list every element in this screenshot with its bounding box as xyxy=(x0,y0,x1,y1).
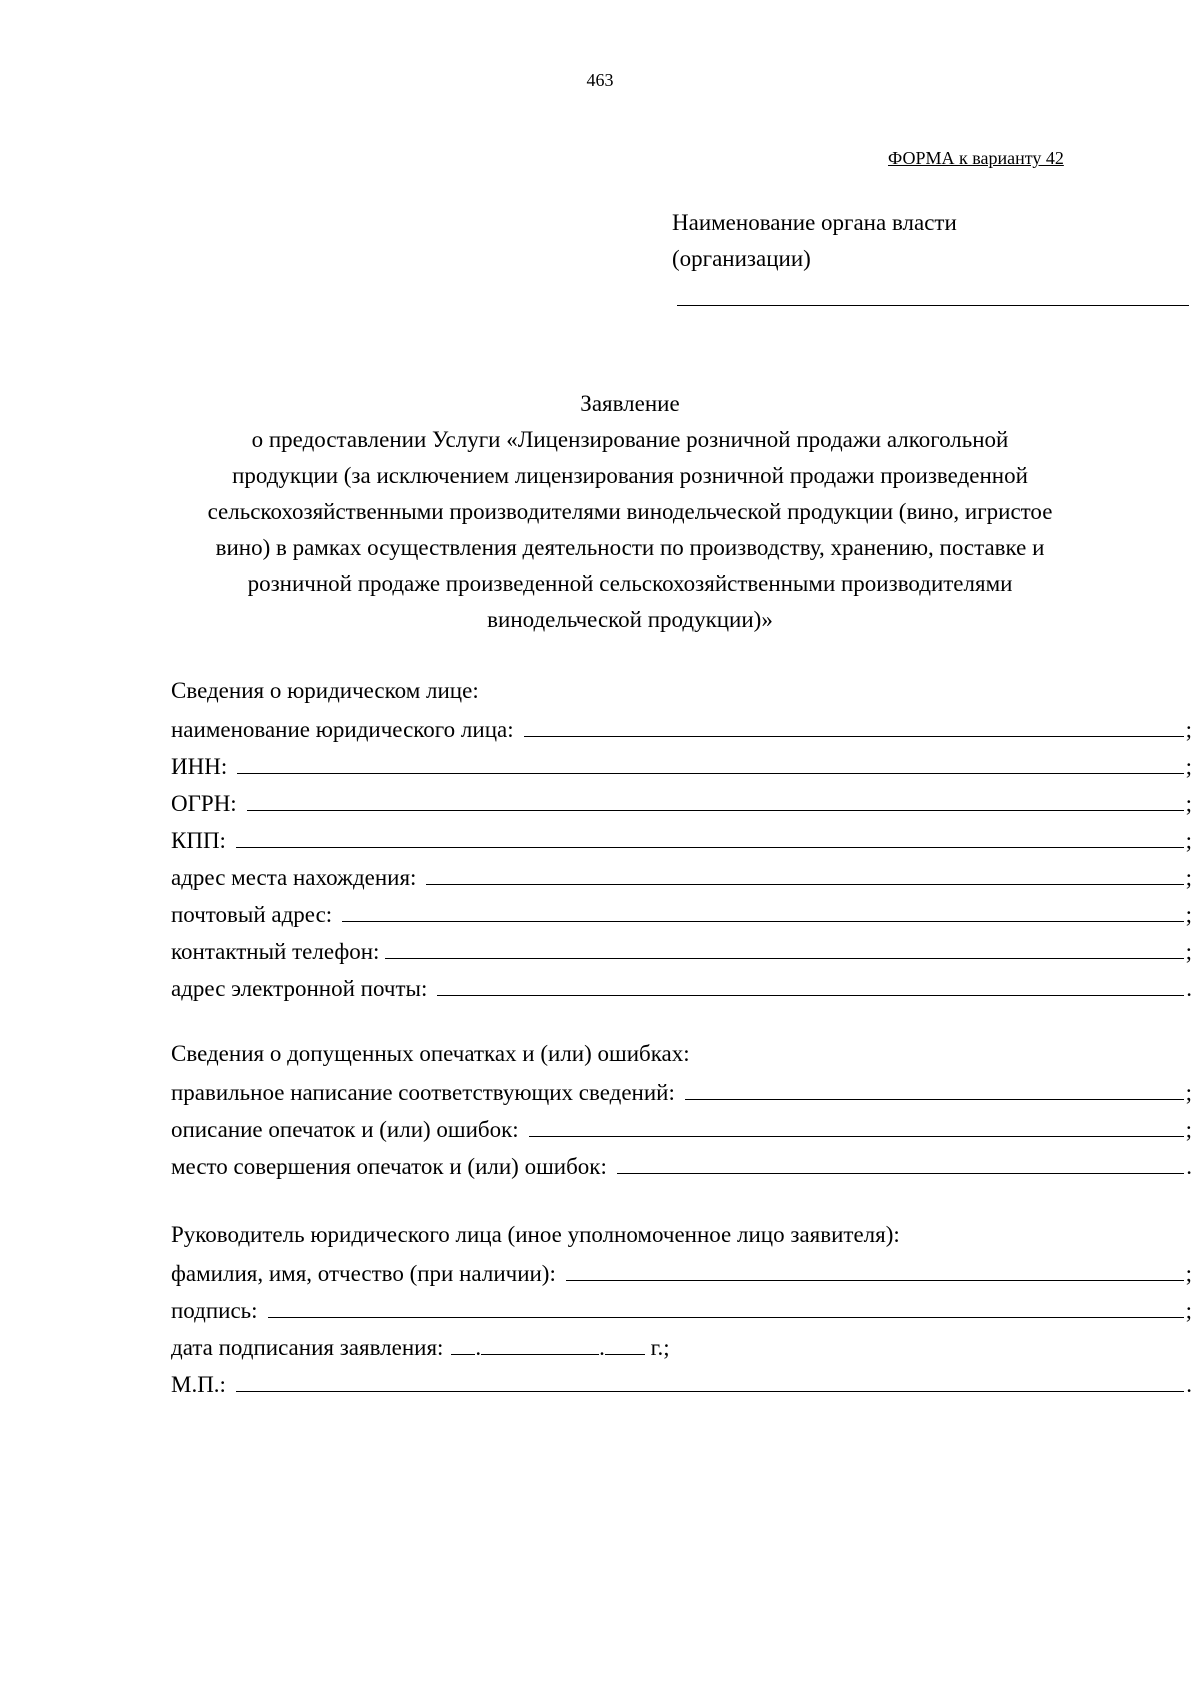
stamp-field[interactable] xyxy=(236,1364,1184,1392)
field-row-full-name xyxy=(171,1253,1192,1290)
title-line: винодельческой продукции)» xyxy=(487,607,773,632)
errors-heading: Сведения о допущенных опечатках и (или) ошибках: xyxy=(171,1041,690,1066)
sign-day-field[interactable] xyxy=(451,1327,475,1355)
kpp-field[interactable] xyxy=(236,820,1184,848)
field-label: адрес электронной почты: xyxy=(171,976,428,1001)
sign-year-field[interactable] xyxy=(605,1327,645,1355)
field-label: описание опечаток и (или) ошибок: xyxy=(171,1117,519,1142)
full-name-field[interactable] xyxy=(566,1253,1184,1281)
field-row-correct-spelling xyxy=(171,1072,1192,1109)
authority-block xyxy=(672,205,957,277)
field-row-error-location xyxy=(171,1146,1192,1183)
title-line: продукции (за исключением лицензирования розничной продажи произведенной xyxy=(232,463,1028,488)
field-row-entity-name xyxy=(171,709,1192,746)
field-end: . xyxy=(1186,976,1192,1001)
field-row-error-description xyxy=(171,1109,1192,1146)
field-row-inn xyxy=(171,746,1192,783)
authority-line-2: (организации) xyxy=(672,246,811,271)
postal-address-field[interactable] xyxy=(342,894,1183,922)
year-suffix: г.; xyxy=(644,1335,670,1360)
phone-field[interactable] xyxy=(385,931,1183,959)
field-label: КПП: xyxy=(171,828,226,853)
field-label: дата подписания заявления: xyxy=(171,1335,444,1360)
field-end: ; xyxy=(1185,1117,1192,1142)
field-end: ; xyxy=(1185,828,1192,853)
field-label: подпись: xyxy=(171,1298,258,1323)
correct-spelling-field[interactable] xyxy=(685,1072,1184,1100)
field-end: ; xyxy=(1185,754,1192,779)
field-label: ОГРН: xyxy=(171,791,237,816)
field-label: адрес места нахождения: xyxy=(171,865,417,890)
ogrn-field[interactable] xyxy=(247,783,1184,811)
title-line: сельскохозяйственными производителями винодельческой продукции (вино, игристое xyxy=(207,499,1053,524)
sign-month-field[interactable] xyxy=(481,1327,599,1355)
application-title xyxy=(160,386,1100,638)
field-row-ogrn xyxy=(171,783,1192,820)
field-row-email xyxy=(171,968,1192,1005)
field-row-address xyxy=(171,857,1192,894)
field-label: ИНН: xyxy=(171,754,228,779)
field-end: ; xyxy=(1185,717,1192,742)
inn-field[interactable] xyxy=(237,746,1183,774)
field-label: место совершения опечаток и (или) ошибок: xyxy=(171,1154,607,1179)
field-end: ; xyxy=(1185,791,1192,816)
field-row-kpp xyxy=(171,820,1192,857)
title-line: вино) в рамках осуществления деятельности по производству, хранению, поставке и xyxy=(215,535,1045,560)
field-label: М.П.: xyxy=(171,1372,226,1397)
date-separator: . xyxy=(475,1335,482,1360)
title-line: Заявление xyxy=(580,391,680,416)
field-end: ; xyxy=(1185,1298,1192,1323)
title-line: розничной продаже произведенной сельскохозяйственными производителями xyxy=(247,571,1013,596)
title-line: о предоставлении Услуги «Лицензирование розничной продажи алкогольной xyxy=(251,427,1009,452)
head-section xyxy=(171,1216,1192,1401)
head-heading: Руководитель юридического лица (иное уполномоченное лицо заявителя): xyxy=(171,1222,900,1247)
date-separator: . xyxy=(599,1335,605,1360)
signature-field[interactable] xyxy=(268,1290,1184,1318)
entity-name-field[interactable] xyxy=(524,709,1184,737)
field-row-phone xyxy=(171,931,1192,968)
legal-entity-section xyxy=(171,672,1192,1005)
field-row-postal-address xyxy=(171,894,1192,931)
field-end: ; xyxy=(1185,1261,1192,1286)
field-label: наименование юридического лица: xyxy=(171,717,514,742)
field-end: . xyxy=(1186,1154,1192,1179)
field-end: ; xyxy=(1185,939,1192,964)
form-reference: ФОРМА к варианту 42 xyxy=(888,148,1064,168)
field-label: правильное написание соответствующих сведений: xyxy=(171,1080,675,1105)
field-label: контактный телефон: xyxy=(171,939,380,964)
field-row-stamp xyxy=(171,1364,1192,1401)
field-row-sign-date xyxy=(171,1327,1192,1364)
address-field[interactable] xyxy=(426,857,1183,885)
field-label: фамилия, имя, отчество (при наличии): xyxy=(171,1261,556,1286)
authority-input-line[interactable] xyxy=(677,305,1189,306)
field-row-signature xyxy=(171,1290,1192,1327)
field-end: . xyxy=(1186,1372,1192,1397)
errors-section xyxy=(171,1035,1192,1183)
authority-line-1: Наименование органа власти xyxy=(672,210,957,235)
field-end: ; xyxy=(1185,1080,1192,1105)
field-end: ; xyxy=(1185,865,1192,890)
field-label: почтовый адрес: xyxy=(171,902,333,927)
error-description-field[interactable] xyxy=(529,1109,1184,1137)
error-location-field[interactable] xyxy=(617,1146,1184,1174)
page-number: 463 xyxy=(586,70,614,90)
email-field[interactable] xyxy=(437,968,1184,996)
field-end: ; xyxy=(1185,902,1192,927)
legal-entity-heading: Сведения о юридическом лице: xyxy=(171,678,479,703)
